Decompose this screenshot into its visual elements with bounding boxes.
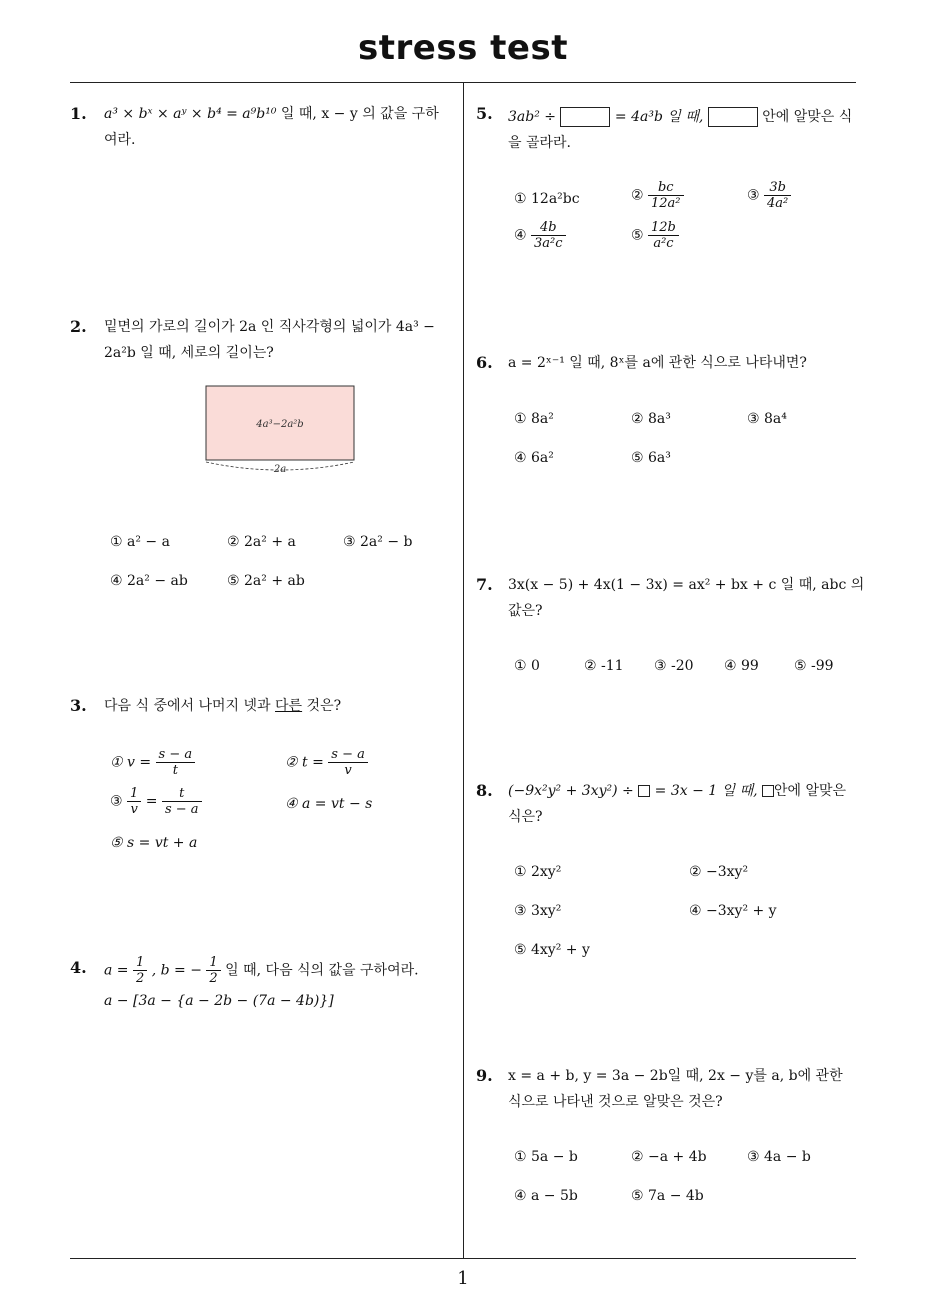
- fraction: $\frac{s - a}{v}$: [328, 747, 368, 778]
- question-text-underlined: 다른: [275, 698, 303, 714]
- question-number: 1.: [70, 104, 87, 123]
- option-3[interactable]: ③ $\frac{1}{v}$ = $\frac{t}{s - a}$: [110, 786, 202, 817]
- option-1[interactable]: ① 5a − b: [514, 1149, 578, 1165]
- base-label: 2a: [273, 464, 287, 475]
- option-5[interactable]: ⑤ -99: [794, 658, 834, 674]
- fraction: $\frac{1}{2}$: [133, 955, 147, 986]
- fraction: $\frac{12b}{\text{a²c}}$: [648, 220, 679, 251]
- option-2[interactable]: ② −a + 4b: [631, 1149, 707, 1165]
- option-1[interactable]: ① 12a²bc: [514, 191, 580, 207]
- question-text: 값은?: [508, 603, 543, 619]
- option-3[interactable]: ③ 4a − b: [747, 1149, 811, 1165]
- option-5[interactable]: ⑤ 4xy² + y: [514, 942, 590, 958]
- option-3[interactable]: ③ 2a² − b: [343, 534, 413, 550]
- option-1[interactable]: ① 0: [514, 658, 540, 674]
- option-3[interactable]: ③ 3xy²: [514, 903, 562, 919]
- option-5[interactable]: ⑤ s = vt + a: [110, 835, 198, 851]
- question-text: 2a²b 일 때, 세로의 길이는?: [104, 345, 274, 361]
- option-4[interactable]: ④ −3xy² + y: [689, 903, 777, 919]
- answer-blank[interactable]: [708, 107, 758, 127]
- option-5[interactable]: ⑤ 7a − 4b: [631, 1188, 704, 1204]
- option-1[interactable]: ① v = $\frac{s - a}{t}$: [110, 747, 195, 778]
- question-text: 을 골라라.: [508, 135, 571, 151]
- rectangle-figure: [200, 380, 360, 475]
- option-3[interactable]: ③ -20: [654, 658, 694, 674]
- fraction: $\frac{s - a}{t}$: [156, 747, 196, 778]
- question-text: 여라.: [104, 132, 136, 148]
- option-2[interactable]: ② −3xy²: [689, 864, 749, 880]
- option-4[interactable]: ④ a − 5b: [514, 1188, 578, 1204]
- question-expression: a − [3a − {a − 2b − (7a − 4b)}]: [104, 993, 334, 1009]
- question-text: 밑면의 가로의 길이가 2a 인 직사각형의 넓이가 4a³ −: [104, 319, 435, 335]
- empty-square-icon: [638, 785, 650, 797]
- question-text: a = 2ˣ⁻¹ 일 때, 8ˣ를 a에 관한 식으로 나타내면?: [508, 355, 807, 371]
- question-text: 식은?: [508, 809, 543, 825]
- question-number: 4.: [70, 958, 87, 977]
- empty-square-icon: [762, 785, 774, 797]
- question-number: 9.: [476, 1066, 493, 1085]
- bottom-rule: [70, 1258, 856, 1259]
- answer-blank[interactable]: [560, 107, 610, 127]
- question-text: 식으로 나타낸 것으로 알맞은 것은?: [508, 1094, 723, 1110]
- question-text: x = a + b, y = 3a − 2b일 때, 2x − y를 a, b에 관한: [508, 1068, 843, 1084]
- fraction: $\frac{t}{s - a}$: [162, 786, 202, 817]
- column-divider: [463, 83, 464, 1258]
- question-number: 3.: [70, 696, 87, 715]
- question-number: 2.: [70, 317, 87, 336]
- question-text: 다음 식 중에서 나머지 넷과: [104, 698, 271, 714]
- page-number: 1: [457, 1268, 469, 1289]
- page-title: stress test: [358, 28, 568, 68]
- option-4[interactable]: ④ 2a² − ab: [110, 573, 188, 589]
- fraction: $\frac{bc}{\text{12a²}}$: [648, 180, 684, 211]
- question-number: 6.: [476, 353, 493, 372]
- fraction: $\frac{1}{2}$: [206, 955, 220, 986]
- question-number: 8.: [476, 781, 493, 800]
- question-number: 5.: [476, 104, 493, 123]
- option-2[interactable]: ② 2a² + a: [227, 534, 296, 550]
- option-3[interactable]: ③ 8a⁴: [747, 411, 787, 427]
- option-4[interactable]: ④ a = vt − s: [285, 796, 373, 812]
- option-3[interactable]: ③ $\frac{3b}{\text{4a²}}$: [747, 180, 791, 211]
- option-4[interactable]: ④ $\frac{4b}{\text{3a²c}}$: [514, 220, 566, 251]
- option-1[interactable]: ① 8a²: [514, 411, 554, 427]
- option-2[interactable]: ② -11: [584, 658, 624, 674]
- fraction: $\frac{3b}{\text{4a²}}$: [764, 180, 791, 211]
- option-5[interactable]: ⑤ 2a² + ab: [227, 573, 305, 589]
- option-1[interactable]: ① 2xy²: [514, 864, 562, 880]
- option-2[interactable]: ② t = $\frac{s - a}{v}$: [285, 747, 368, 778]
- option-1[interactable]: ① a² − a: [110, 534, 170, 550]
- question-text: 일 때, x − y 의 값을 구하: [280, 106, 439, 122]
- area-label: 4a³−2a²b: [256, 419, 304, 430]
- option-2[interactable]: ② 8a³: [631, 411, 671, 427]
- fraction: $\frac{4b}{\text{3a²c}}$: [531, 220, 566, 251]
- fraction: $\frac{1}{v}$: [127, 786, 141, 817]
- question-text: 것은?: [306, 698, 342, 714]
- question-math: a³ × bˣ × aʸ × b⁴ = a⁹b¹⁰: [104, 106, 277, 122]
- question-text: 3x(x − 5) + 4x(1 − 3x) = ax² + bx + c 일 때, abc 의: [508, 577, 865, 593]
- question-text: 일 때, 다음 식의 값을 구하여라.: [225, 962, 419, 979]
- option-5[interactable]: ⑤ $\frac{12b}{\text{a²c}}$: [631, 220, 679, 251]
- option-4[interactable]: ④ 99: [724, 658, 759, 674]
- question-number: 7.: [476, 575, 493, 594]
- option-5[interactable]: ⑤ 6a³: [631, 450, 671, 466]
- option-2[interactable]: ② $\frac{bc}{\text{12a²}}$: [631, 180, 684, 211]
- option-4[interactable]: ④ 6a²: [514, 450, 554, 466]
